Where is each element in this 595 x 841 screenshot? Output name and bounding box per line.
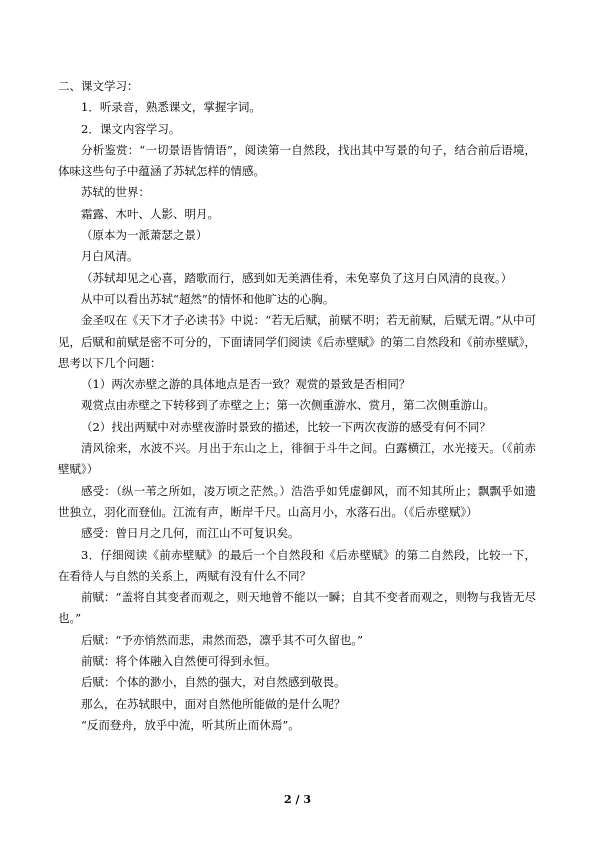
- page-number: 2 / 3: [284, 793, 311, 806]
- paragraph: 清风徐来，水波不兴。月出于东山之上，徘徊于斗牛之间。白露横江，水光接天。（《前赤壁赋》）: [58, 441, 536, 477]
- paragraph: 3．仔细阅读《前赤壁赋》的最后一个自然段和《后赤壁赋》的第二自然段，比较一下，在看待人与自然的关系上，两赋有没有什么不同？: [58, 547, 536, 583]
- paragraph: （原本为一派萧瑟之景）: [81, 228, 208, 243]
- paragraph: 那么，在苏轼眼中，面对自然他所能做的是什么呢？: [81, 696, 346, 711]
- document-body: [58, 76, 536, 736]
- paragraph: “反而登舟，放乎中流，听其所止而休焉”。: [81, 717, 300, 732]
- paragraph: （2）找出两赋中对赤壁夜游时景致的描述，比较一下两次夜游的感受有何不同？: [81, 419, 491, 434]
- paragraph: 金圣叹在《天下才子必读书》中说：“若无后赋，前赋不明；若无前赋，后赋无谓。”从中可见，后赋和前赋是密不可分的，下面请同学们阅读《后赤壁赋》的第二自然段和《前赤壁赋》，思考以下几个问题：: [58, 313, 536, 370]
- paragraph: 1．听录音，熟悉课文，掌握字词。: [81, 100, 261, 115]
- paragraph: 霜露、木叶、人影、明月。: [81, 206, 219, 221]
- paragraph: 2．课文内容学习。: [81, 121, 181, 136]
- paragraph: 月白风清。: [81, 249, 139, 264]
- paragraph: 观赏点由赤壁之下转移到了赤壁之上；第一次侧重游水、赏月，第二次侧重游山。: [81, 398, 495, 413]
- paragraph: 后赋：“予亦悄然而悲，肃然而恐，凛乎其不可久留也。”: [81, 632, 364, 647]
- paragraph: （1）两次赤壁之游的具体地点是否一致？观赏的景致是否相同？: [81, 377, 411, 392]
- paragraph: 感受：（纵一苇之所如，凌万顷之茫然。）浩浩乎如凭虚御风，而不知其所止；飘飘乎如遗世独立，羽化而登仙。江流有声，断岸千尺。山高月小，水落石出。（《后赤壁赋》）: [58, 483, 536, 519]
- paragraph: 苏轼的世界：: [81, 185, 150, 200]
- paragraph: （苏轼却见之心喜，踏歌而行，感到如无美酒佳肴，未免辜负了这月白风清的良夜。）: [81, 270, 513, 285]
- paragraph: 前赋：将个体融入自然便可得到永恒。: [81, 654, 277, 669]
- section-heading: 二、课文学习：: [58, 79, 139, 93]
- paragraph: 从中可以看出苏轼“超然”的情怀和他旷达的心胸。: [81, 291, 335, 306]
- paragraph: 前赋：“盖将自其变者而观之，则天地曾不能以一瞬；自其不变者而观之，则物与我皆无尽也。”: [58, 590, 536, 626]
- paragraph: 后赋：个体的渺小，自然的强大，对自然感到敬畏。: [81, 675, 346, 690]
- paragraph: 分析鉴赏：“一切景语皆情语”，阅读第一自然段，找出其中写景的句子，结合前后语境，体味这些句子中蕴涵了苏轼怎样的情感。: [58, 142, 536, 179]
- paragraph: 感受：曾日月之几何，而江山不可复识矣。: [81, 526, 300, 541]
